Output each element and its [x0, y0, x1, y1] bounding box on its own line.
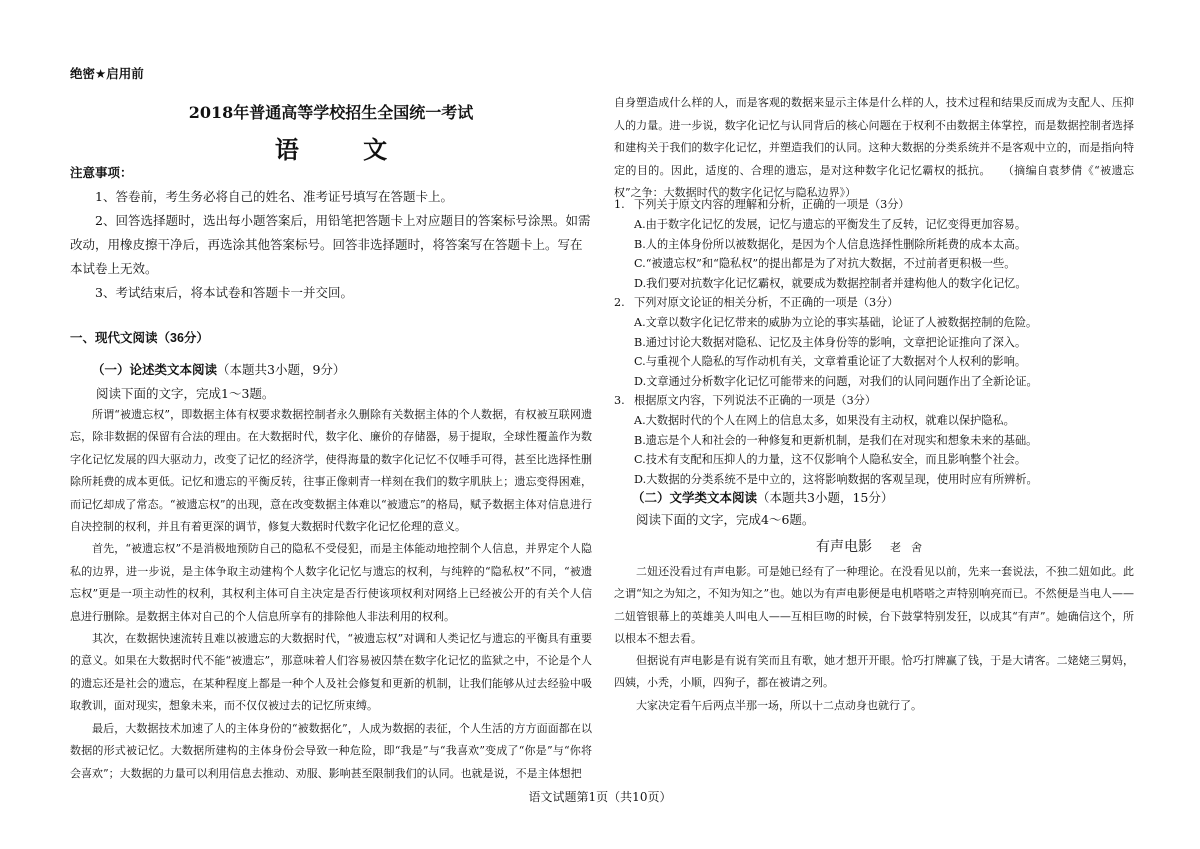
option-a: A.由于数字化记忆的发展，记忆与遗忘的平衡发生了反转，记忆变得更加容易。 — [634, 217, 1027, 231]
argument-passage — [70, 404, 592, 785]
subsection-heading — [632, 488, 893, 506]
subsection-title: （一）论述类文本阅读 — [92, 363, 218, 377]
option-d: D.文章通过分析数字化记忆可能带来的问题，对我们的认同问题作出了全新论证。 — [634, 375, 1038, 389]
question-2 — [614, 293, 1134, 392]
option-b: B.遗忘是个人和社会的一种修复和更新机制，是我们在对现实和想象未来的基础。 — [634, 433, 1038, 447]
subsection-note: （本题共3小题，9分） — [217, 362, 346, 377]
passage-continuation — [614, 92, 1134, 205]
passage-paragraph: 首先，“被遗忘权”不是消极地预防自己的隐私不受侵犯，而是主体能动地控制个人信息，并界定个人隐私的边界，进一步说，是主体争取主动建构个人数字化记忆与遗忘的权利，与纯粹的“隐私权”不同，“被遗忘权”更是一项主动性的权利，其权利主体可自主决定是否行使该项权利对网络上已经被公开的有关个人信息进行删除。是数据主体对自己的个人信息所享有的排除他人非法利用的权利。 — [70, 542, 592, 623]
notice-item: 1、答卷前，考生务必将自己的姓名、准考证号填写在答题卡上。 — [95, 189, 453, 204]
question-1 — [614, 195, 1134, 294]
story-paragraph: 大家决定看午后两点半那一场，所以十二点动身也就行了。 — [636, 698, 922, 712]
source-citation: （摘编自袁梦倩《“被遗忘权”之争：大数据时代的数字化记忆与隐私边界》） — [614, 163, 1135, 199]
notice-item: 3、考试结束后，将本试卷和答题卡一并交回。 — [95, 285, 353, 300]
passage-paragraph: 最后，大数据技术加速了人的主体身份的“被数据化”，人成为数据的表征，个人生活的方方面面都在以数据的形式被记忆。大数据所建构的主体身份会导致一种危险，即“我是”与“我喜欢”变成了“你是”与“你将会喜欢”；大数据的力量可以利用信息去推动、劝服、影响甚至限制我们的认同。也就是说，不是主体想把 — [70, 721, 592, 780]
notice-item: 2、回答选择题时，选出每小题答案后，用铅笔把答题卡上对应题目的答案标号涂黑。如需改动，用橡皮擦干净后，再选涂其他答案标号。回答非选择题时，将答案写在答题卡上。写在本试卷上无效。 — [70, 213, 591, 276]
passage-paragraph: 其次，在数据快速流转且难以被遗忘的大数据时代，“被遗忘权”对调和人类记忆与遗忘的平衡具有重要的意义。如果在大数据时代不能“被遗忘”，那意味着人们容易被囚禁在数字化记忆的监狱之中，不论是个人的遗忘还是社会的遗忘，在某种程度上都是一种个人及社会修复和更新的机制，让我们能够从过去经验中吸取教训，面对现实，想象未来，而不仅仅被过去的记忆所束缚。 — [70, 632, 592, 713]
continuation-text: 自身塑造成什么样的人，而是客观的数据来显示主体是什么样的人，技术过程和结果反而成为支配人、压抑人的力量。进一步说，数字化记忆与认同背后的核心问题在于权利不由数据主体掌控，而是数据控制者选择和建构关于我们的数字化记忆，并塑造我们的认同。这种大数据的分类系统并不是客观中立的，而是指向特定的目的。因此，适度的、合理的遗忘，是对这种数字化记忆霸权的抵抗。 — [614, 96, 1134, 177]
passage-paragraph: 所谓“被遗忘权”，即数据主体有权要求数据控制者永久删除有关数据主体的个人数据，有权被互联网遗忘，除非数据的保留有合法的理由。在大数据时代，数字化、廉价的存储器，易于提取，全球性覆盖作为数字化记忆发展的四大驱动力，改变了记忆的经济学，使得海量的数字化记忆不仅唾手可得，甚至比选择性删除所耗费的成本更低。记忆和遗忘的平衡反转，往事正像刺青一样刻在我们的数字肌肤上；遗忘变得困难，而记忆却成了常态。“被遗忘权”的出现，意在改变数据主体难以“被遗忘”的格局，赋予数据主体对信息进行自决控制的权利，并且有着更深的调节，修复大数据时代数字化记忆伦理的意义。 — [70, 408, 592, 534]
reading-instruction: 阅读下面的文字，完成4～6题。 — [636, 512, 815, 527]
notice-list — [70, 185, 592, 305]
option-b: B.通过讨论大数据对隐私、记忆及主体身份等的影响，文章把论证推向了深入。 — [634, 335, 1027, 349]
option-c: C.“被遗忘权”和“隐私权”的提出都是为了对抗大数据，不过前者更积极一些。 — [634, 257, 1016, 271]
top-secret-label: 绝密★启用前 — [70, 67, 144, 81]
story-paragraph: 二妞还没看过有声电影。可是她已经有了一种理论。在没看见以前，先来一套说法，不独二妞如此。此之谓“知之为知之，不知为知之”也。她以为有声电影便是电机嗒嗒之声特别响亮而已。不然便是当电人——二妞管银幕上的英雄美人叫电人——互相巨吻的时候，台下鼓掌特别发狂，以成其“有声”。她确信这个，所以根本不想去看。 — [614, 565, 1134, 645]
question-stem: 下列关于原文内容的理解和分析，正确的一项是（3分） — [634, 198, 910, 211]
reading-instruction: 阅读下面的文字，完成1～3题。 — [96, 386, 275, 401]
story-heading — [614, 536, 1134, 556]
story-title: 有声电影 — [816, 539, 872, 555]
question-stem: 根据原文内容，下列说法不正确的一项是（3分） — [634, 394, 877, 407]
subsection-note: （本题共3小题，15分） — [757, 490, 894, 505]
option-a: A.文章以数字化记忆带来的威胁为立论的事实基础，论证了人被数据控制的危险。 — [634, 315, 1038, 329]
story-passage — [614, 561, 1134, 717]
question-number: 3. — [614, 394, 625, 407]
question-number: 2. — [614, 296, 625, 309]
page-footer: 语文试题第1页（共10页） — [528, 790, 672, 804]
story-author: 老舍 — [890, 541, 932, 554]
option-d: D.大数据的分类系统不是中立的，这将影响数据的客观呈现，使用时应有所辨析。 — [634, 473, 1038, 487]
subsection-heading — [92, 360, 345, 378]
subsection-title: （二）文学类文本阅读 — [632, 491, 758, 505]
subject-title: 语 文 — [274, 135, 416, 164]
option-b: B.人的主体身份所以被数据化，是因为个人信息选择性删除所耗费的成本太高。 — [634, 237, 1027, 251]
question-3 — [614, 391, 1134, 490]
option-a: A.大数据时代的个人在网上的信息太多，如果没有主动权，就难以保护隐私。 — [634, 413, 1015, 427]
option-c: C.技术有支配和压抑人的力量，这不仅影响个人隐私安全，而且影响整个社会。 — [634, 453, 1027, 467]
question-number: 1. — [614, 198, 625, 211]
option-d: D.我们要对抗数字化记忆霸权，就要成为数据控制者并建构他人的数字化记忆。 — [634, 277, 1027, 291]
story-paragraph: 但据说有声电影是有说有笑而且有歌，她才想开开眼。恰巧打牌赢了钱，于是大请客。二姥姥三舅妈，四姨，小秃，小顺，四狗子，都在被请之列。 — [614, 654, 1134, 690]
section-heading: 一、现代文阅读（36分） — [70, 331, 209, 345]
exam-title: 2018年普通高等学校招生全国统一考试 — [188, 103, 474, 122]
option-c: C.与重视个人隐私的写作动机有关，文章着重论证了大数据对个人权利的影响。 — [634, 355, 1027, 369]
notice-title: 注意事项： — [70, 166, 133, 180]
question-stem: 下列对原文论证的相关分析，不正确的一项是（3分） — [634, 296, 899, 309]
